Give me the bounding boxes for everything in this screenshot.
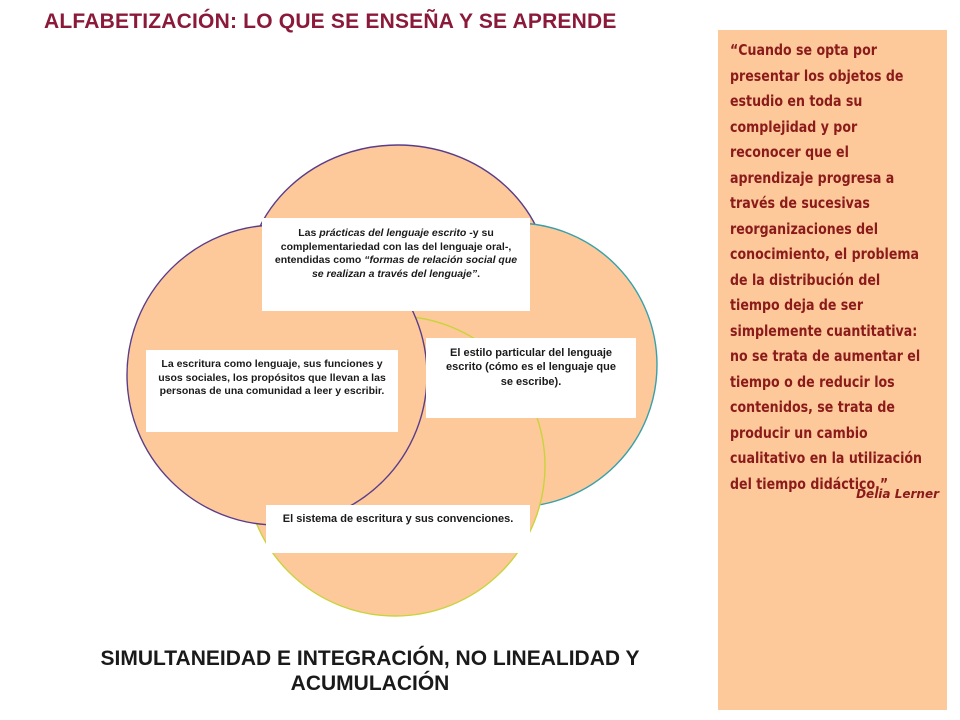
quote-author: Delia Lerner: [856, 487, 939, 501]
bottom-caption: SIMULTANEIDAD E INTEGRACIÓN, NO LINEALIDAD Y ACUMULACIÓN: [100, 647, 640, 696]
text-box-left: La escritura como lenguaje, sus funciones y usos sociales, los propósitos que llevan a las personas de una comunidad a leer y escribir.: [146, 350, 398, 432]
quote-panel: [718, 30, 947, 710]
text-box-bottom: El sistema de escritura y sus convenciones.: [266, 505, 530, 553]
page-title: ALFABETIZACIÓN: LO QUE SE ENSEÑA Y SE APRENDE: [44, 10, 617, 33]
quote-text: “Cuando se opta por presentar los objetos de estudio en toda su complejidad y por reconocer que el aprendizaje progresa a través de sucesivas reorganizaciones del conocimiento, el problema de la distribución del tiempo deja de ser simplemente cuantitativa: no se trata de aumentar el tiempo o de reducir los contenidos, se trata de producir un cambio cualitativo en la utilización del tiempo didáctico.”: [730, 41, 923, 493]
text-box-top: Las prácticas del lenguaje escrito -y su complementariedad con las del lenguaje oral-, entendidas como “formas de relación social que se realizan a través del lenguaje”.: [262, 218, 530, 311]
text-box-right: El estilo particular del lenguaje escrito (cómo es el lenguaje que se escribe).: [426, 338, 636, 418]
